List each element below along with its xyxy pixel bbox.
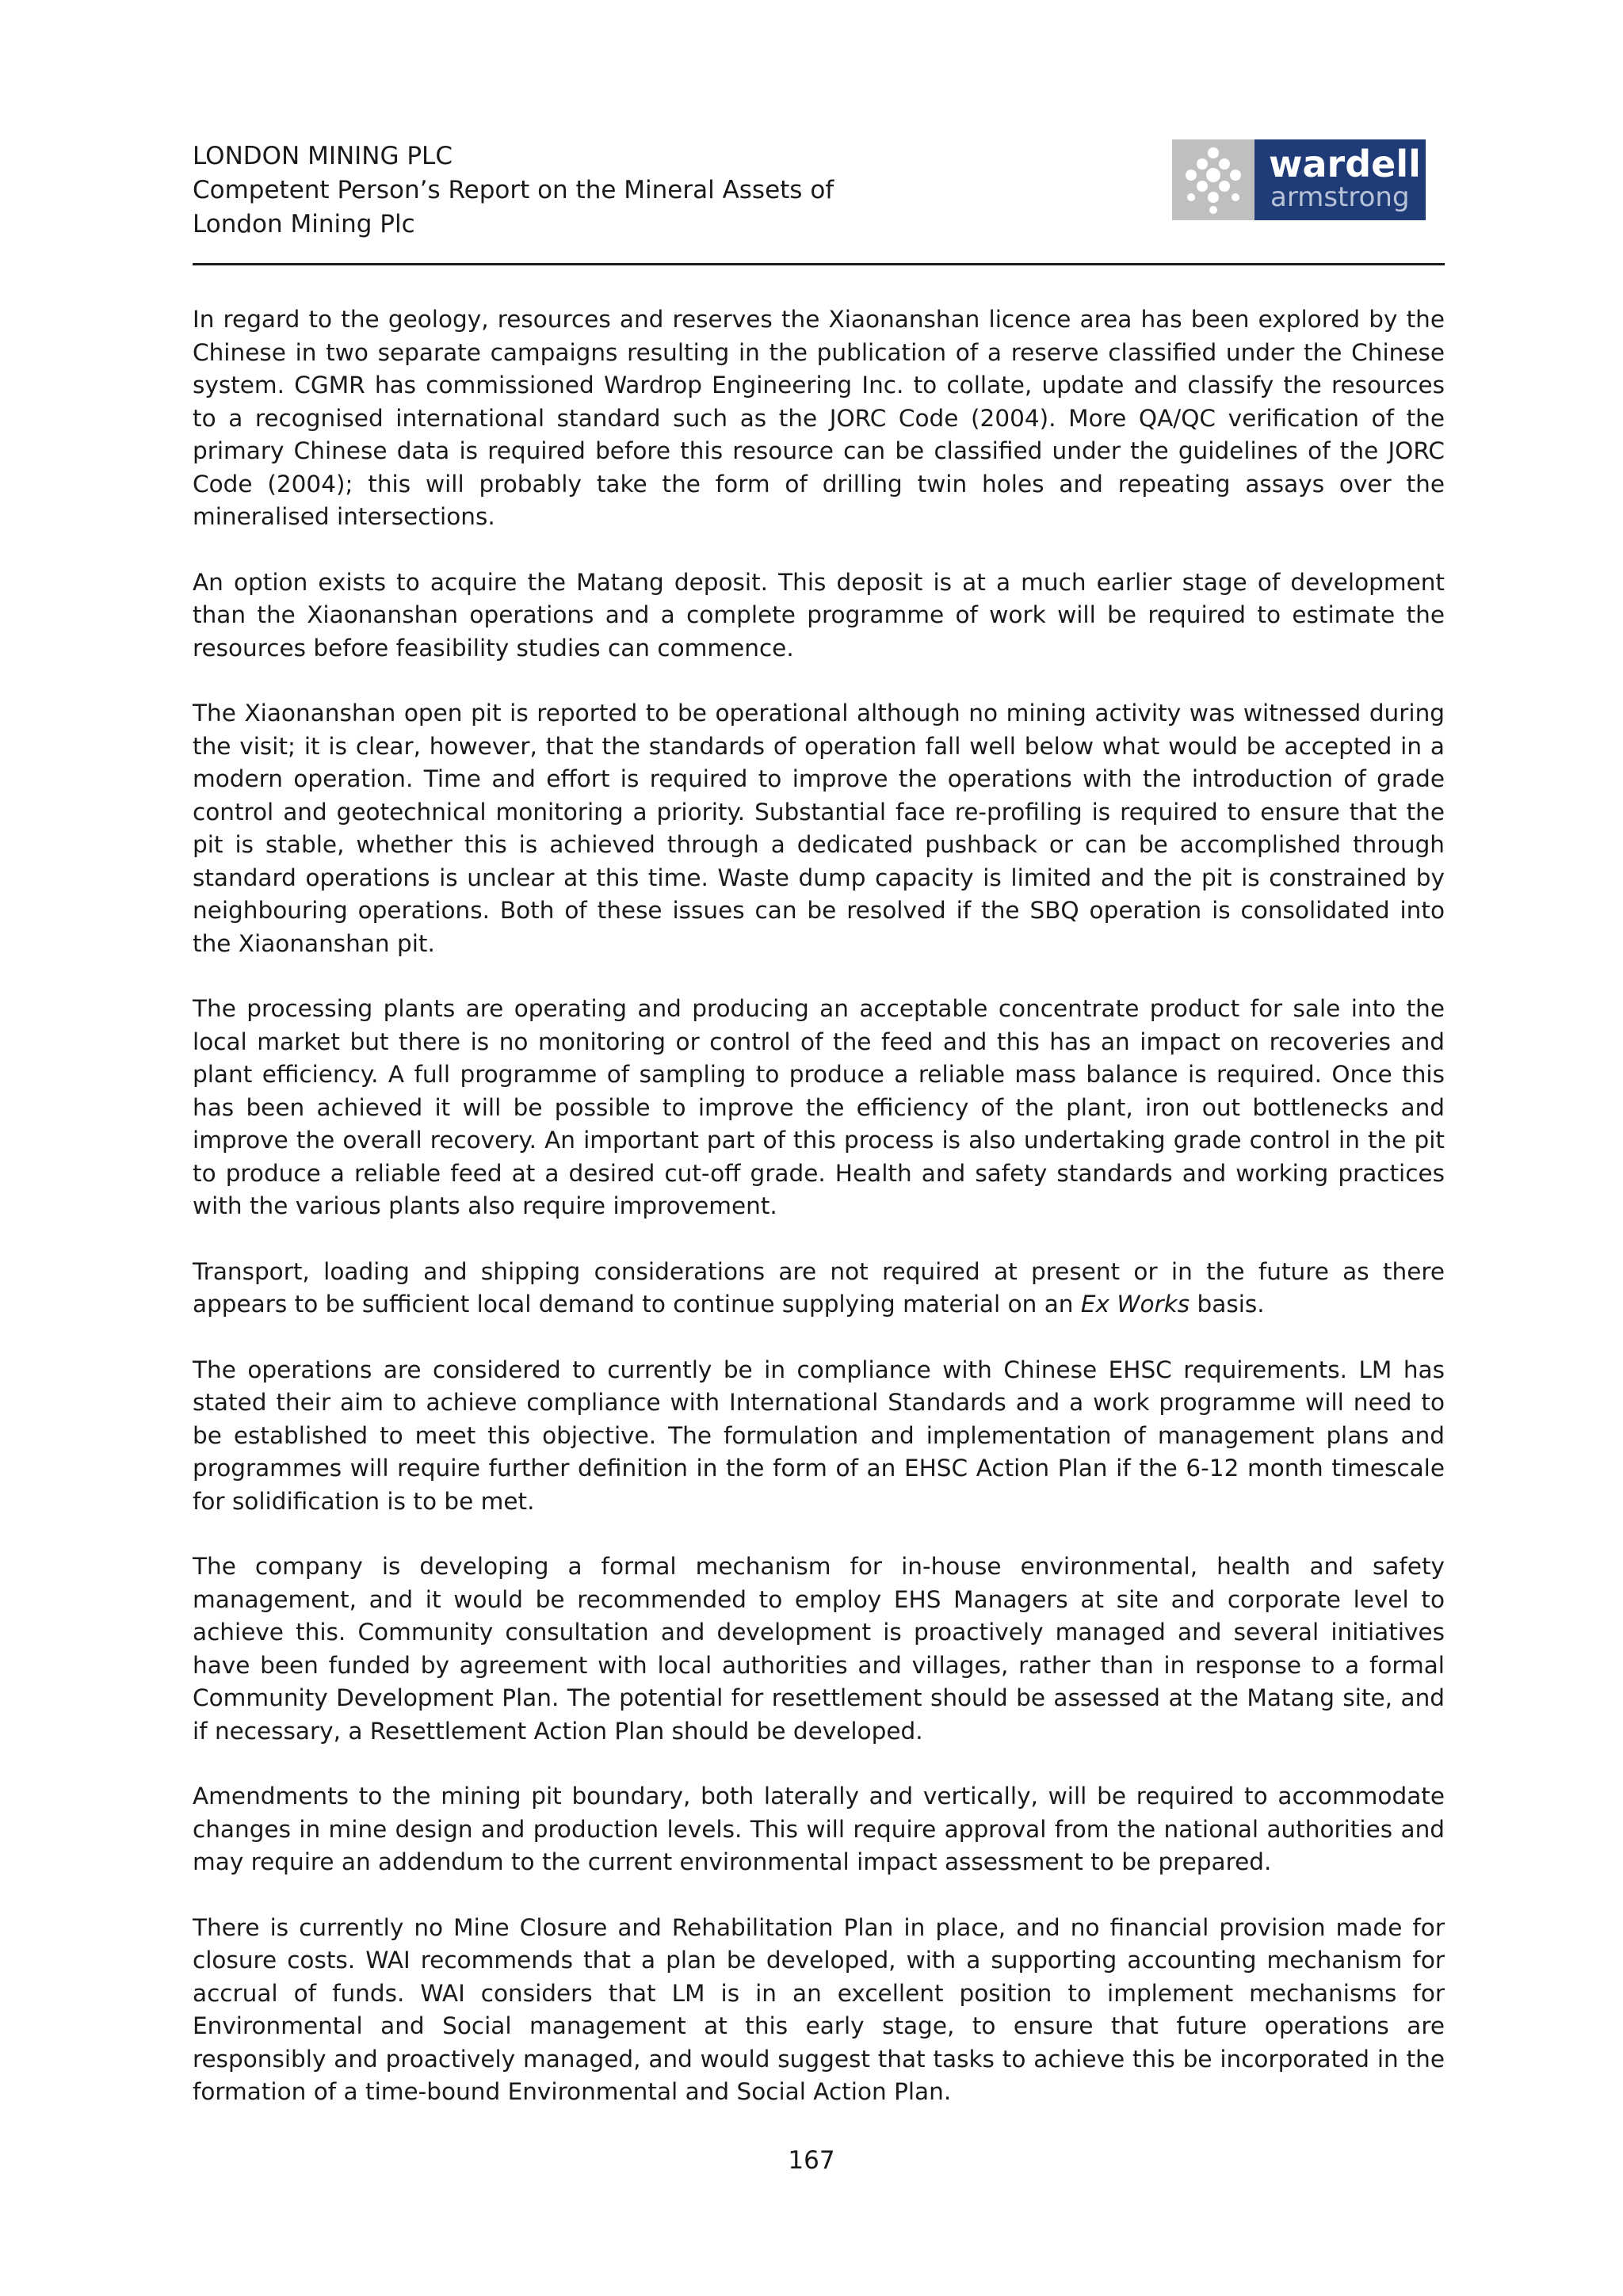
paragraph-pit-boundary: Amendments to the mining pit boundary, both laterally and vertically, will be required to accommodate changes in mine design and production levels. This will require approval from the national authorities and may require an addendum to the current environmental impact assessment to be prepared.: [193, 1783, 1445, 1875]
paragraph-matang-option: An option exists to acquire the Matang deposit. This deposit is at a much earlier stage of development than the Xiaonanshan operations and a complete programme of work will be required to estimate the resources before feasibility studies can commence.: [193, 568, 1445, 662]
logo-word-bottom: armstrong: [1270, 181, 1410, 213]
page-header: [193, 139, 1445, 266]
page-number: 167: [788, 2146, 835, 2175]
header-report-title: Competent Person’s Report on the Mineral Assets of: [193, 176, 834, 204]
paragraph-processing-plants: The processing plants are operating and producing an acceptable concentrate product for sale into the local market but there is no monitoring or control of the feed and this has an impact on recoveries and plant efficiency. A full programme of sampling to produce a reliable mass balance is required. Once this has been achieved it will be possible to improve the efficiency of the plant, iron out bottlenecks and improve the overall recovery. An important part of this process is also undertaking grade control in the pit to produce a reliable feed at a desired cut-off grade. Health and safety standards and working practices with the various plants also require improvement.: [193, 995, 1445, 1219]
header-text-block: [193, 139, 834, 242]
transport-text-italic: Ex Works: [1080, 1291, 1190, 1318]
paragraph-geology-resources: In regard to the geology, resources and reserves the Xiaonanshan licence area has been explored by the Chinese in two separate campaigns resulting in the publication of a reserve classified under the Chinese system. CGMR has commissioned Wardrop Engineering Inc. to collate, update and classify the resources to a recognised international standard such as the JORC Code (2004). More QA/QC verification of the primary Chinese data is required before this resource can be classified under the guidelines of the JORC Code (2004); this will probably take the form of drilling twin holes and repeating assays over the mineralised intersections.: [193, 306, 1445, 530]
logo-wordmark: [1254, 139, 1426, 220]
header-divider: [193, 263, 1445, 265]
header-report-subject: London Mining Plc: [193, 210, 415, 238]
transport-text-before: Transport, loading and shipping considerations are not required at present or in the future as there appears to be sufficient local demand to continue supplying material on an: [193, 1257, 1445, 1318]
paragraph-ehsc-compliance: The operations are considered to currently be in compliance with Chinese EHSC requirements. LM has stated their aim to achieve compliance with International Standards and a work programme will need to be established to meet this objective. The formulation and implementation of management plans and programmes will require further definition in the form of an EHSC Action Plan if the 6-12 month timescale for solidification is to be met.: [193, 1356, 1445, 1515]
header-company-name: LONDON MINING PLC: [193, 142, 453, 170]
paragraph-mine-closure: There is currently no Mine Closure and Rehabilitation Plan in place, and no financial provision made for closure costs. WAI recommends that a plan be developed, with a supporting accounting mechanism for accrual of funds. WAI considers that LM is in an excellent position to implement mechanisms for Environmental and Social management at this early stage, to ensure that future operations are responsibly and proactively managed, and would suggest that tasks to achieve this be incorporated in the formation of a time-bound Environmental and Social Action Plan.: [193, 1913, 1445, 2105]
diamond-dots-icon: [1172, 139, 1254, 220]
report-body: [193, 303, 1445, 2142]
transport-text-after: basis.: [1190, 1291, 1265, 1318]
paragraph-open-pit: The Xiaonanshan open pit is reported to be operational although no mining activity was witnessed during the visit; it is clear, however, that the standards of operation fall well below what would be accepted in a modern operation. Time and effort is required to improve the operations with the introduction of grade control and geotechnical monitoring a priority. Substantial face re-profiling is required to ensure that the pit is stable, whether this is achieved through a dedicated pushback or can be accomplished through standard operations is unclear at this time. Waste dump capacity is limited and the pit is constrained by neighbouring operations. Both of these issues can be resolved if the SBQ operation is consolidated into the Xiaonanshan pit.: [193, 700, 1445, 957]
logo-word-top: wardell: [1269, 143, 1421, 185]
wardell-armstrong-logo: [1172, 139, 1426, 220]
paragraph-transport: [193, 1256, 1445, 1322]
paragraph-ehs-management: The company is developing a formal mechanism for in-house environmental, health and safety management, and it would be recommended to employ EHS Managers at site and corporate level to achieve this. Community consultation and development is proactively managed and several initiatives have been funded by agreement with local authorities and villages, rather than in response to a formal Community Development Plan. The potential for resettlement should be assessed at the Matang site, and if necessary, a Resettlement Action Plan should be developed.: [193, 1553, 1445, 1745]
